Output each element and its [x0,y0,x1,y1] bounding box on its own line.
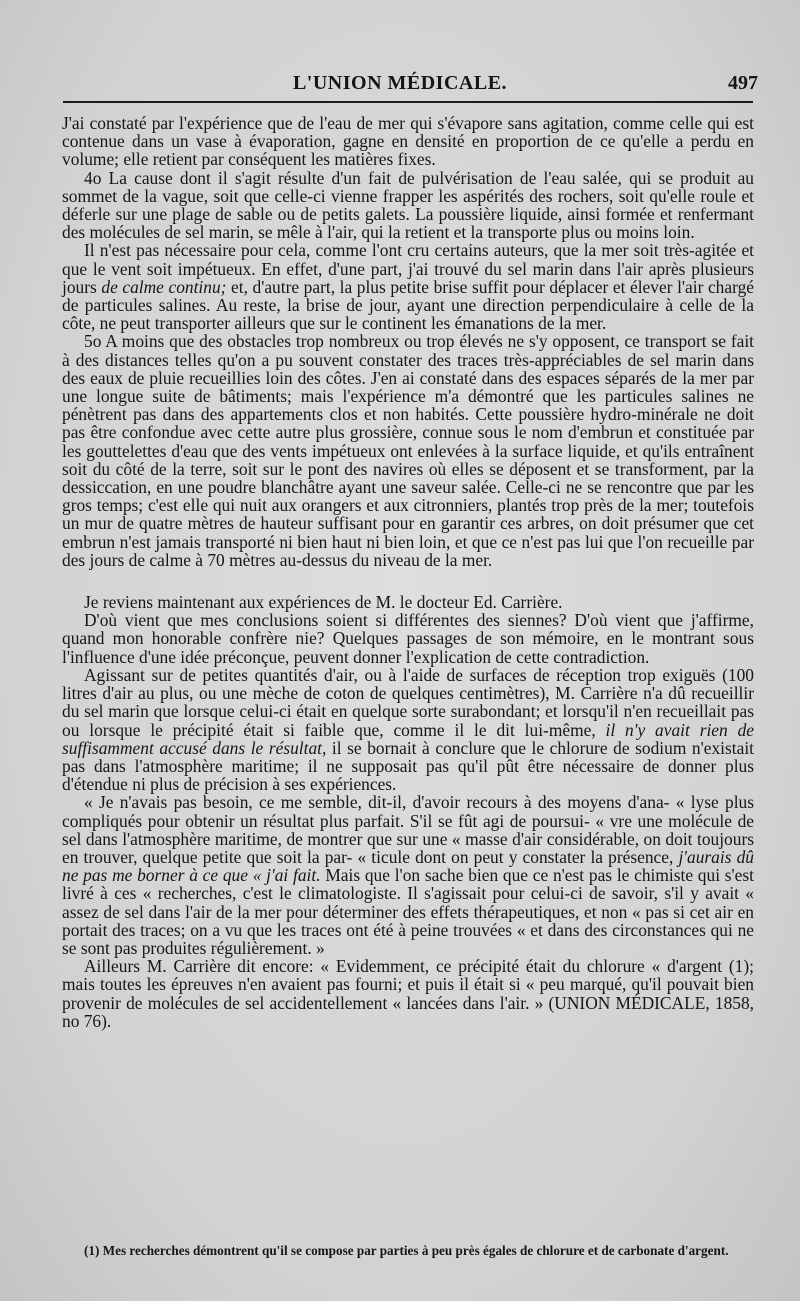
paragraph-7-text-end: il se bornait à conclure que le chlorure de sodium n'existait pas dans l'atmosphère maritime; il ne supposait pas qu'il pût être nécessaire de donner plus d'étendue ni plus de précision à ses expériences. [62,737,754,795]
paragraph-3-italic: de calme continu; [101,276,227,297]
footnote: (1) Mes recherches démontrent qu'il se compose par parties à peu près égales de chlorure et de carbonate d'argent. [84,1243,729,1258]
page-title: L'UNION MÉDICALE. [292,72,508,94]
paragraph-3-text: Il n'est pas nécessaire pour cela, comme l'ont cru certains auteurs, que la mer soit très-agitée et que le vent soit impétueux. En effet, d'une part, j'ai trouvé du sel marin dans l'air après plusieurs jours [62,240,754,297]
paragraph-7 [62,666,754,793]
header-rule [63,101,753,103]
quotation [62,793,754,957]
body-text [62,114,754,1030]
paragraph-3 [62,241,754,332]
paragraph-1: J'ai constaté par l'expérience que de l'eau de mer qui s'évapore sans agitation, comme celle qui est contenue dans un vase à évaporation, gagne en densité en proportion de ce qu'elle a perdu en volume; elle retient par conséquent les matières fixes. [62,113,754,170]
paragraph-5: Je reviens maintenant aux expériences de M. le docteur Ed. Carrière. [84,592,563,613]
quotation-italic: j'aurais dû ne pas me borner à ce que « j'ai fait. [62,846,754,886]
paragraph-7-italic: il n'y avait rien de suffisamment accusé dans le résultat, [62,719,754,758]
paragraph-7-text: Agissant sur de petites quantités d'air, ou à l'aide de surfaces de réception trop exiguës (100 litres d'air au plus, ou une mèche de coton de quelques centimètres), M. Carrière n'a dû recueillir du sel marin que lorsque celui-ci était en quelque sorte surabondant; et lorsqu'il n'en recueillait pas ou lorsque le précipité était si faible que, comme il le dit lui-même, [62,664,754,740]
paragraph-3-text-end: et, d'autre part, la plus petite brise suffit pour déplacer et élever l'air chargé de particules salines. Au reste, la brise de jour, ayant une direction perpendiculaire à celle de la côte, ne peut transporter ailleurs que sur le continent les émanations de la mer. [62,276,754,334]
paragraph-6: D'où vient que mes conclusions soient si différentes des siennes? D'où vient que j'affirme, quand mon honorable confrère nie? Quelques passages de son mémoire, en le montrant sous l'influence d'une idée préconçue, peuvent donner l'explication de cette contradiction. [62,610,754,667]
paragraph-2: 4o La cause dont il s'agit résulte d'un fait de pulvérisation de l'eau salée, qui se produit au sommet de la vague, soit que celle-ci vienne frapper les aspérités des rochers, soit qu'elle roule et déferle sur une plage de sable ou de petits galets. La poussière liquide, ainsi formée et renfermant des molécules de sel marin, se mêle à l'air, qui la retient et la transporte plus ou moins loin. [62,167,754,243]
page-number: 497 [728,72,758,94]
paragraph-4: 5o A moins que des obstacles trop nombreux ou trop élevés ne s'y opposent, ce transport se fait à des distances telles qu'on a pu souvent constater des traces très-appréciables de sel marin dans des eaux de pluie recueillies loin des côtes. J'en ai constaté dans des espaces séparés de la mer par une longue suite de bâtiments; mais l'expérience m'a démontré que les particules salines ne pénètrent pas dans des appartements clos et non habités. Cette poussière hydro-minérale ne doit pas être confondue avec cette autre plus grossière, connue sous le nom d'embrun et constituée par les gouttelettes d'eau que des vents impétueux ont enlevées à la surface liquide, et qu'ils entraînent soit du côté de la terre, soit sur le pont des navires où elles se déposent et se transforment, par la dessiccation, en une poudre blanchâtre ayant une saveur salée. Celle-ci ne se rencontre que par les gros temps; c'est elle qui nuit aux orangers et aux citronniers, plantés trop près de la mer; toutefois un mur de quatre mètres de hauteur suffisant pour en garantir ces arbres, on doit présumer que cet embrun n'est jamais transporté ni bien haut ni bien loin, et que ce n'est pas lui que l'on recueille par des jours de calme à 70 mètres au-dessus du niveau de la mer. [62,331,754,570]
quotation-text-end: Mais que l'on sache bien que ce n'est pas le chimiste qui s'est livré à ces « recherches, c'est le climatologiste. Il s'agissait pour celui-ci de savoir, s'il y avait « assez de sel dans l'air de la mer pour déterminer des effets thérapeutiques, et non « pas si cet air en portait des traces; on a vu que les traces ont été à peine trouvées « et dans des circonstances qui ne se sont pas produites régulièrement. » [62,865,754,958]
running-head [0,70,800,98]
quotation-text: « Je n'avais pas besoin, ce me semble, dit-il, d'avoir recours à des moyens d'ana- « lyse plus compliqués pour obtenir un résultat plus parfait. S'il se fût agi de poursui- « vre une molécule de sel dans l'atmosphère maritime, de montrer que sur une « masse d'air considérable, on doit toujours en trouver, quelque petite que soit la par- « ticule dont on peut y constater la présence, [62,792,754,867]
paragraph-9: Ailleurs M. Carrière dit encore: « Evidemment, ce précipité était du chlorure « d'argent (1); mais toutes les épreuves n'en avaient pas fourni; et puis il était si « peu marqué, qu'il pouvait bien provenir de molécules de sel accidentellement « lancées dans l'air. » (UNION MÉDICALE, 1858, no 76). [62,956,754,1031]
